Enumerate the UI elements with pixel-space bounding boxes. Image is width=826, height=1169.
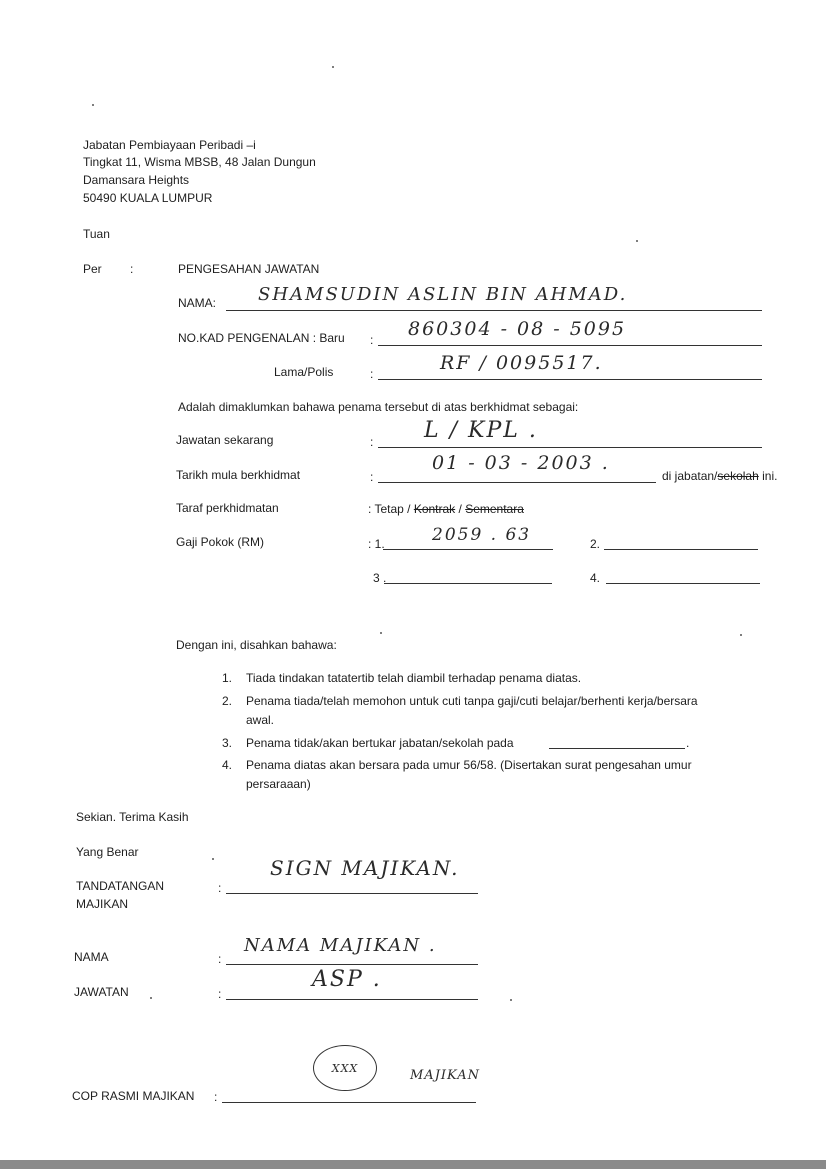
nama-majikan-colon: : — [218, 952, 222, 966]
ic-value[interactable]: 860304 - 08 - 5095 — [408, 318, 627, 340]
item-3-text: Penama tidak/akan bertukar jabatan/sekolah pada — [246, 736, 514, 750]
scan-speck — [740, 634, 742, 636]
cop-label: COP RASMI MAJIKAN — [72, 1089, 195, 1103]
item-3-num: 3. — [222, 736, 233, 750]
jawatan-majikan-line — [226, 999, 478, 1000]
gaji-3-line — [384, 583, 552, 584]
item-1-num: 1. — [222, 671, 233, 685]
scan-speck — [92, 104, 94, 106]
taraf-strike-sementara: Sementara — [465, 502, 524, 516]
item-4-text-cont: persaraaan) — [246, 777, 311, 791]
gaji-1-value[interactable]: 2059 . 63 — [432, 525, 532, 545]
nama-value[interactable]: SHAMSUDIN ASLIN BIN AHMAD. — [258, 284, 628, 305]
gaji-2-label: 2. — [590, 537, 601, 551]
gaji-2-line — [604, 549, 758, 550]
lama-line — [378, 379, 762, 380]
nama-line — [226, 310, 762, 311]
tarikh-label: Tarikh mula berkhidmat — [176, 468, 301, 482]
tarikh-suffix-a: di jabatan/ — [662, 469, 718, 483]
scan-speck — [212, 858, 214, 860]
gaji-1-line — [383, 549, 553, 550]
item-2-text: Penama tiada/telah memohon untuk cuti tanpa gaji/cuti belajar/berhenti kerja/bersara — [246, 694, 698, 708]
item-2-num: 2. — [222, 694, 233, 708]
gaji-3-label: 3 . — [373, 571, 387, 585]
item-1-text: Tiada tindakan tatatertib telah diambil terhadap penama diatas. — [246, 671, 582, 685]
tarikh-suffix-strike: sekolah — [717, 469, 759, 483]
taraf-strike-kontrak: Kontrak — [413, 502, 456, 516]
sign-line — [226, 893, 478, 894]
gaji-4-label: 4. — [590, 571, 601, 585]
jawatan-majikan-label: JAWATAN — [74, 985, 129, 999]
scan-speck — [636, 240, 638, 242]
subject-colon: : — [130, 262, 134, 276]
tarikh-value[interactable]: 01 - 03 - 2003 . — [432, 452, 610, 474]
sign-value[interactable]: SIGN MAJIKAN. — [270, 856, 460, 880]
ic-line — [378, 345, 762, 346]
item-2-text-cont: awal. — [246, 713, 275, 727]
jawatan-majikan-value[interactable]: ASP . — [312, 967, 382, 992]
closing-thanks: Sekian. Terima Kasih — [76, 810, 189, 824]
nama-majikan-label: NAMA — [74, 950, 109, 964]
closing-yours: Yang Benar — [76, 845, 139, 859]
taraf-value — [368, 502, 524, 516]
scan-speck — [510, 999, 512, 1001]
lama-label: Lama/Polis — [274, 365, 334, 379]
scan-speck — [150, 997, 152, 999]
address-line-3: Damansara Heights — [83, 173, 190, 187]
salutation: Tuan — [83, 227, 110, 241]
item-3-end: . — [686, 736, 690, 750]
item-4-num: 4. — [222, 758, 233, 772]
cop-note: MAJIKAN — [410, 1068, 480, 1083]
jawatan-label: Jawatan sekarang — [176, 433, 274, 447]
gaji-4-line — [606, 583, 760, 584]
tarikh-suffix — [662, 469, 777, 483]
nama-label: NAMA: — [178, 296, 217, 310]
ic-label: NO.KAD PENGENALAN : Baru — [178, 331, 345, 345]
cop-stamp-circle[interactable] — [313, 1045, 377, 1091]
subject-title: PENGESAHAN JAWATAN — [178, 262, 320, 276]
cop-colon: : — [214, 1090, 218, 1104]
jawatan-value[interactable]: L / KPL . — [424, 418, 538, 443]
taraf-sep: / — [455, 502, 466, 516]
sign-label-1: TANDATANGAN — [76, 879, 165, 893]
tarikh-suffix-b: ini. — [758, 469, 778, 483]
address-line-4: 50490 KUALA LUMPUR — [83, 191, 213, 205]
sign-label-2: MAJIKAN — [76, 897, 129, 911]
nama-majikan-line — [226, 964, 478, 965]
sign-colon: : — [218, 881, 222, 895]
item-4-text: Penama diatas akan bersara pada umur 56/58. (Disertakan surat pengesahan umur — [246, 758, 692, 772]
lama-value[interactable]: RF / 0095517. — [440, 352, 603, 374]
jawatan-colon: : — [370, 435, 374, 449]
intro-text: Adalah dimaklumkan bahawa penama tersebut di atas berkhidmat sebagai: — [178, 400, 579, 414]
jawatan-majikan-colon: : — [218, 987, 222, 1001]
gaji-1-label: : 1. — [368, 537, 385, 551]
taraf-label: Taraf perkhidmatan — [176, 501, 279, 515]
scan-bottom-edge — [0, 1160, 826, 1169]
jawatan-line — [378, 447, 762, 448]
confirm-intro: Dengan ini, disahkan bahawa: — [176, 638, 337, 652]
tarikh-line — [378, 482, 656, 483]
ic-colon: : — [370, 333, 374, 347]
item-3-line — [549, 748, 685, 749]
scan-speck — [380, 632, 382, 634]
cop-stamp-text: XXX — [331, 1061, 359, 1075]
nama-majikan-value[interactable]: NAMA MAJIKAN . — [244, 935, 437, 956]
gaji-label: Gaji Pokok (RM) — [176, 535, 265, 549]
lama-colon: : — [370, 367, 374, 381]
scan-speck — [332, 66, 334, 68]
taraf-prefix: : Tetap / — [368, 502, 414, 516]
tarikh-colon: : — [370, 470, 374, 484]
address-line-1: Jabatan Pembiayaan Peribadi –i — [83, 138, 256, 152]
subject-label: Per — [83, 262, 102, 276]
address-line-2: Tingkat 11, Wisma MBSB, 48 Jalan Dungun — [83, 155, 316, 169]
cop-line — [222, 1102, 476, 1103]
